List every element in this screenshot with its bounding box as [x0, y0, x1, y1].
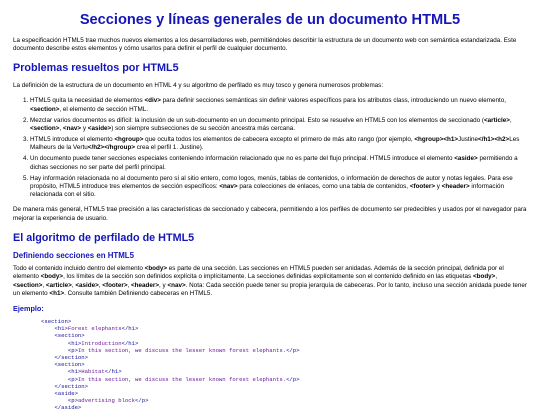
inline-code-tag: <aside> — [87, 124, 112, 132]
code-tag: <h1> — [54, 325, 68, 333]
inline-code-tag: <div> — [144, 97, 161, 105]
section-heading-algorithm: El algoritmo de perfilado de HTML5 — [13, 231, 195, 244]
code-tag: </aside> — [54, 404, 82, 412]
code-line — [41, 354, 88, 361]
text-segment: y — [81, 124, 88, 132]
code-line — [41, 340, 138, 347]
problems-list-item — [30, 117, 527, 133]
problems-list — [13, 97, 527, 199]
code-line — [41, 376, 300, 383]
text-segment: Todo el contenido incluido dentro del elemento — [13, 265, 145, 273]
text-segment: , y — [159, 281, 168, 289]
code-tag: <section> — [54, 332, 85, 340]
inline-code-tag: <nav> — [62, 124, 82, 132]
inline-code-tag: <article> — [483, 116, 510, 124]
page-title: Secciones y líneas generales de un documento HTML5 — [79, 12, 461, 28]
text-segment: , — [509, 116, 512, 124]
text-segment: Mezclar varios documentos es difícil: la inclusión de un sub-documento en un documento principal. Esto se resuelve en HTML5 con los elementos de seccionado ( — [30, 116, 484, 124]
code-text: Forest elephants — [67, 325, 122, 333]
text-segment: , — [495, 273, 498, 281]
text-segment: para definir secciones semánticas sin definir valores específicos para los atributos class, introduciendo un nuevo elemento, — [160, 97, 507, 105]
inline-code-tag: <nav> — [167, 281, 186, 289]
text-segment: crea el perfil 1. Justine). — [135, 144, 204, 152]
inline-code-tag: <section> — [30, 124, 60, 132]
code-text: Habitat — [81, 368, 105, 376]
text-segment: ) son siempre subsecciones de su sección ancestra más cercana. — [111, 124, 295, 132]
code-end-tag: </p> — [286, 375, 300, 383]
text-segment: permitiendo a dichas secciones no ser parte del perfil principal. — [30, 155, 518, 171]
code-end-tag: </h1> — [104, 368, 122, 376]
code-line — [41, 332, 85, 339]
text-segment: . Nota: Cada sección puede tener su propia jerarquía de cabeceras. Por lo tanto, incluso una sección anidada puede tener un elemento — [13, 281, 527, 297]
text-segment: HTML5 introduce el elemento — [30, 136, 115, 144]
text-segment: HTML5 quita la necesidad de elementos — [30, 97, 145, 105]
code-tag: <section> — [41, 317, 72, 325]
problems-list-item — [30, 175, 527, 200]
inline-code-tag: <footer> — [409, 182, 436, 190]
text-segment: , — [98, 281, 103, 289]
code-tag: <aside> — [54, 389, 78, 397]
code-text: In this section, we discuss the lesser known forest elephants. — [77, 375, 287, 383]
inline-code-tag: <aside> — [75, 281, 99, 289]
inline-code-tag: <footer> — [102, 281, 128, 289]
inline-code-tag: <body> — [40, 273, 64, 281]
text-segment: Justine — [458, 136, 479, 144]
code-text: advertising block — [77, 397, 136, 405]
code-tag: <p> — [67, 346, 78, 354]
inline-code-tag: <header> — [131, 281, 160, 289]
inline-code-tag: <body> — [144, 265, 168, 273]
code-tag: <h1> — [67, 368, 82, 376]
inline-code-tag: <section> — [13, 281, 43, 289]
problems-closing-paragraph: De manera más general, HTML5 trae precisión a las características de seccionado y cabecera, permitiendo a los perfiles de documento ser predecibles y usados por el navegador para mejorar la experiencia de usuario. — [13, 206, 527, 222]
subsection-heading-defining-sections: Definiendo secciones en HTML5 — [13, 250, 135, 260]
code-tag: </section> — [54, 382, 89, 390]
inline-code-tag: <hgroup><h1> — [414, 136, 459, 144]
code-line — [41, 404, 81, 411]
code-line — [41, 397, 148, 404]
problems-list-item — [30, 155, 527, 171]
code-tag: <h1> — [67, 339, 82, 347]
code-end-tag: </p> — [286, 346, 300, 354]
inline-code-tag: <body> — [472, 273, 496, 281]
code-line — [41, 390, 78, 397]
text-segment: Les Malheurs de la Vertu — [30, 136, 520, 152]
code-line — [41, 347, 300, 354]
text-segment: , los límites de la sección son definidos explícita o implícitamente. La secciones definidas explícitamente son el contenido definido en las etiquetas — [63, 273, 473, 281]
inline-code-tag: <h1> — [49, 289, 65, 297]
text-segment: Un documento puede tener secciones especiales conteniendo información relacionado que no es parte del flujo principal. HTML5 introduce el elemento — [30, 155, 455, 163]
code-tag: <p> — [67, 397, 78, 405]
code-tag: <p> — [67, 375, 78, 383]
intro-paragraph: La especificación HTML5 trae muchos nuevos elementos a los desarrolladores web, permitiéndoles describir la estructura de un documento web con semántica estandarizada. Este documento describe estos elementos y cómo usarlos para definir el perfil de cualquier documento. — [13, 37, 517, 53]
inline-code-tag: <hgroup> — [114, 136, 144, 144]
inline-code-tag: <aside> — [454, 155, 478, 163]
code-line — [41, 361, 85, 368]
code-line — [41, 318, 71, 325]
text-segment: Hay información relacionada no al documento pero sí al sitio entero, como logos, menús, tablas de contenidos, o información de derechos de autor y notas legales. Para ese propósito, HTML5 introduce tres elementos de sección específicos: — [30, 174, 513, 190]
inline-code-tag: <nav> — [219, 182, 238, 190]
inline-code-tag: <header> — [441, 182, 470, 190]
code-text: Introduction — [81, 339, 122, 347]
problems-intro-paragraph: La definición de la estructura de un documento en HTML 4 y su algoritmo de perfilado es muy tosco y genera numerosos problemas: — [13, 82, 384, 90]
text-segment: , — [42, 281, 46, 289]
code-line — [41, 325, 138, 332]
inline-code-tag: </h1><h2> — [478, 136, 510, 144]
inline-code-tag: </h2></hgroup> — [87, 144, 136, 152]
code-line — [41, 368, 122, 375]
section-heading-problems: Problemas resueltos por HTML5 — [13, 62, 179, 75]
text-segment: que oculta todos los elementos de cabecera excepto el primero de más alto rango (por ejemplo, — [143, 136, 415, 144]
inline-code-tag: <article> — [45, 281, 72, 289]
code-example — [41, 318, 527, 412]
text-segment: información relacionada con el sitio. — [30, 182, 504, 199]
defining-sections-paragraph — [13, 265, 527, 298]
code-tag: <section> — [54, 361, 85, 369]
problems-list-item — [30, 136, 527, 152]
code-end-tag: </h1> — [121, 339, 139, 347]
inline-code-tag: <section> — [30, 105, 60, 113]
text-segment: , — [71, 281, 76, 289]
text-segment: , — [59, 124, 63, 132]
code-end-tag: </p> — [135, 397, 149, 405]
text-segment: . Consulte también Definiendo cabeceras en HTML5. — [64, 289, 213, 297]
text-segment: , el elemento de sección HTML. — [59, 105, 148, 113]
code-tag: </section> — [54, 353, 89, 361]
problems-list-item — [30, 97, 527, 113]
code-line — [41, 383, 88, 390]
text-segment: y — [435, 182, 442, 190]
code-text: In this section, we discuss the lesser known forest elephants. — [77, 346, 287, 354]
code-end-tag: </h1> — [121, 325, 139, 333]
example-heading: Ejemplo: — [13, 303, 44, 313]
text-segment: para colecciones de enlaces, como una tabla de contenidos, — [237, 182, 410, 190]
text-segment: es parte de una sección. Las secciones en HTML5 pueden ser anidadas. Además de la sección principal, definida por el elemento — [13, 265, 504, 281]
text-segment: , — [127, 281, 131, 289]
